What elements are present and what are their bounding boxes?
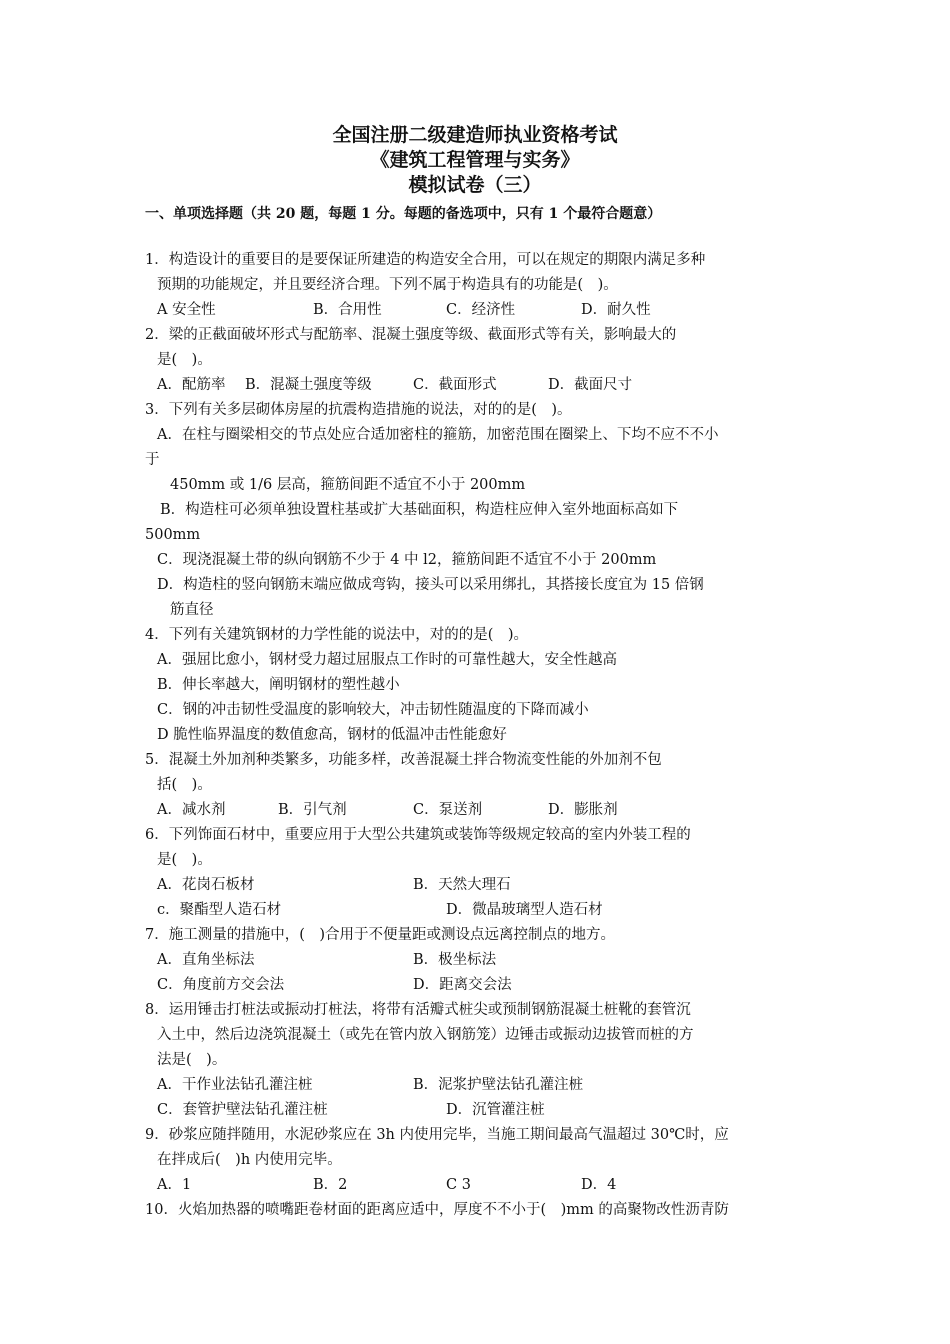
question-7-option-d: D．距离交会法	[413, 977, 512, 993]
question-3-option-b: B．构造柱可必须单独设置柱基或扩大基础面积，构造柱应伸入室外地面标高如下	[160, 502, 679, 518]
question-2-option-b: B．混凝土强度等级	[245, 377, 372, 393]
question-6-option-c: c．聚酯型人造石材	[157, 902, 282, 918]
question-2-option-a: A．配筋率	[157, 377, 226, 393]
question-1-option-b: B．合用性	[313, 302, 382, 318]
question-5-line-2: 括( )。	[157, 777, 212, 793]
question-8-line-2: 入土中，然后边浇筑混凝土（或先在管内放入钢筋笼）边锤击或振动边拔管而桩的方	[157, 1027, 694, 1043]
question-3-line-1: 3．下列有关多层砌体房屋的抗震构造措施的说法，对的的是( )。	[145, 402, 572, 418]
title-line-3: 模拟试卷（三）	[408, 174, 542, 196]
question-9-option-a: A．1	[157, 1177, 192, 1193]
question-7-option-a: A．直角坐标法	[157, 952, 255, 968]
question-2-option-c: C．截面形式	[413, 377, 497, 393]
section-heading: 一、单项选择题（共 20 题，每题 1 分。每题的备选项中，只有 1 个最符合题意）	[145, 206, 662, 222]
question-9-line-1: 9．砂浆应随拌随用，水泥砂浆应在 3h 内使用完毕，当施工期间最高气温超过 30℃时，应	[145, 1127, 729, 1143]
question-8-option-a: A．干作业法钻孔灌注桩	[157, 1077, 313, 1093]
question-8-line-3: 法是( )。	[157, 1052, 227, 1068]
question-8-option-b: B．泥浆护壁法钻孔灌注桩	[413, 1077, 584, 1093]
question-3-option-d-cont: 筋直径	[170, 602, 214, 618]
question-6-line-2: 是( )。	[157, 852, 212, 868]
question-8-line-1: 8．运用锤击打桩法或振动打桩法，将带有活瓣式桩尖或预制钢筋混凝土桩靴的套管沉	[145, 1002, 691, 1018]
question-6-option-a: A．花岗石板材	[157, 877, 255, 893]
question-8-option-d: D．沉管灌注桩	[446, 1102, 545, 1118]
question-6-option-d: D．微晶玻璃型人造石材	[446, 902, 603, 918]
question-3-option-a: A．在柱与圈梁相交的节点处应合适加密柱的箍筋，加密范围在圈梁上、下均不应不不小	[157, 427, 719, 443]
question-1-line-1: 1．构造设计的重要目的是要保证所建造的构造安全合用，可以在规定的期限内满足多种	[145, 252, 706, 268]
question-4-line-1: 4．下列有关建筑钢材的力学性能的说法中，对的的是( )。	[145, 627, 529, 643]
question-2-line-2: 是( )。	[157, 352, 212, 368]
title-line-2: 《建筑工程管理与实务》	[370, 149, 580, 171]
question-6-line-1: 6．下列饰面石材中，重要应用于大型公共建筑或装饰等级规定较高的室内外装工程的	[145, 827, 691, 843]
question-8-option-c: C．套管护壁法钻孔灌注桩	[157, 1102, 328, 1118]
question-9-option-b: B．2	[313, 1177, 348, 1193]
question-4-option-d: D 脆性临界温度的数值愈高，钢材的低温冲击性能愈好	[157, 727, 507, 743]
question-9-option-c: C 3	[446, 1177, 471, 1193]
question-1-option-c: C．经济性	[446, 302, 516, 318]
question-3-option-a-cont: 于	[145, 452, 160, 468]
question-1-line-2: 预期的功能规定，并且要经济合理。下列不属于构造具有的功能是( )。	[157, 277, 618, 293]
question-2-option-d: D．截面尺寸	[548, 377, 633, 393]
question-3-option-d: D．构造柱的竖向钢筋末端应做成弯钩，接头可以采用绑扎，其搭接长度宜为 15 倍钢	[157, 577, 704, 593]
question-3-option-c: C．现浇混凝土带的纵向钢筋不少于 4 中 l2，箍筋间距不适宜不小于 200mm	[157, 552, 657, 568]
question-7-option-b: B．极坐标法	[413, 952, 497, 968]
question-7-option-c: C．角度前方交会法	[157, 977, 285, 993]
question-4-option-b: B．伸长率越大，阐明钢材的塑性越小	[157, 677, 400, 693]
question-5-option-b: B．引气剂	[278, 802, 347, 818]
question-5-line-1: 5．混凝土外加剂种类繁多，功能多样，改善混凝土拌合物流变性能的外加剂不包	[145, 752, 662, 768]
question-2-line-1: 2．梁的正截面破坏形式与配筋率、混凝土强度等级、截面形式等有关，影响最大的	[145, 327, 677, 343]
question-5-option-a: A．减水剂	[157, 802, 226, 818]
title-line-1: 全国注册二级建造师执业资格考试	[332, 124, 618, 146]
question-4-option-c: C．钢的冲击韧性受温度的影响较大，冲击韧性随温度的下降而减小	[157, 702, 589, 718]
question-3-option-b-cont: 500mm	[145, 527, 201, 543]
question-1-option-a: A 安全性	[157, 302, 216, 318]
question-6-option-b: B．天然大理石	[413, 877, 511, 893]
question-5-option-d: D．膨胀剂	[548, 802, 618, 818]
question-1-option-d: D．耐久性	[581, 302, 651, 318]
question-9-option-d: D．4	[581, 1177, 617, 1193]
question-9-line-2: 在拌成后( )h 内使用完毕。	[157, 1152, 342, 1168]
question-10-line-1: 10．火焰加热器的喷嘴距卷材面的距离应适中，厚度不不小于( )mm 的高聚物改性沥青防	[145, 1202, 729, 1218]
question-7-line-1: 7．施工测量的措施中，( )合用于不便量距或测设点远离控制点的地方。	[145, 927, 616, 943]
question-3-option-a-cont-2: 450mm 或 1/6 层高，箍筋间距不适宜不小于 200mm	[170, 477, 526, 493]
question-5-option-c: C．泵送剂	[413, 802, 483, 818]
question-4-option-a: A．强屈比愈小，钢材受力超过屈服点工作时的可靠性越大，安全性越高	[157, 652, 617, 668]
